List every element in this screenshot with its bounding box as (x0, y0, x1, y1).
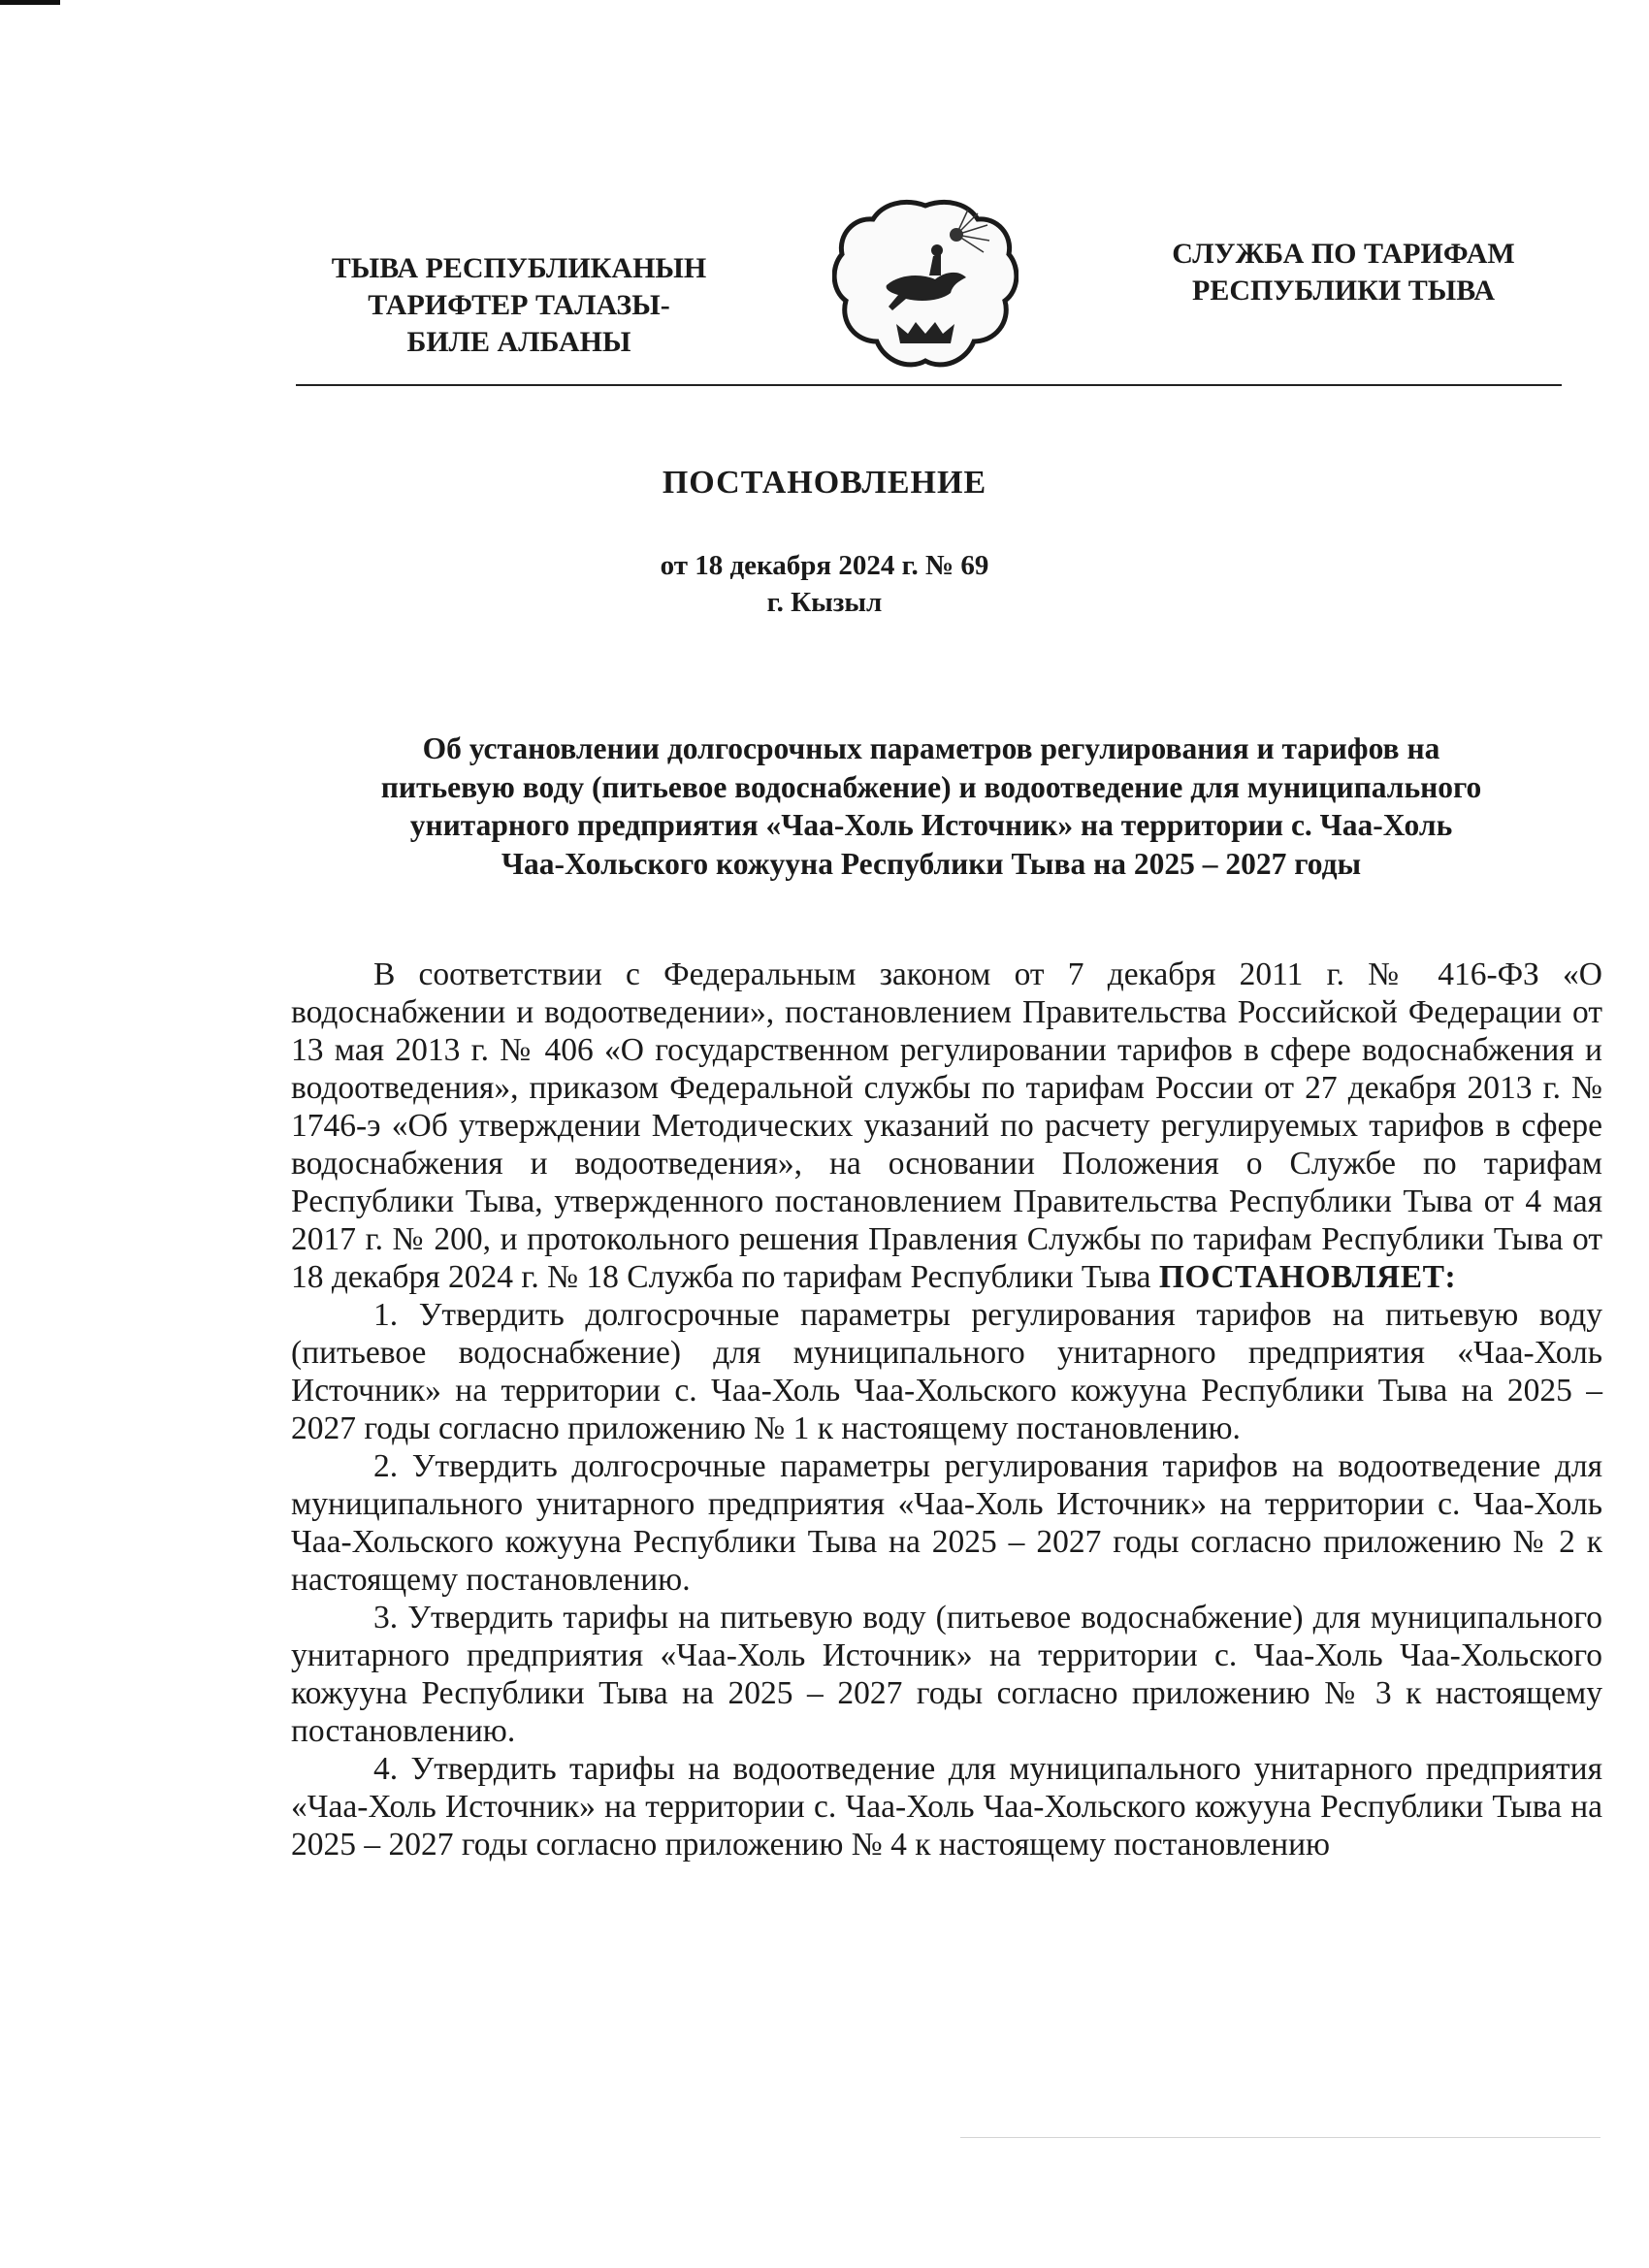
org-name-russian-line-1: СЛУЖБА ПО ТАРИФАМ (1172, 238, 1515, 270)
item-2-paragraph: 2. Утвердить долгосрочные параметры регулирования тарифов на водоотведение для муниципального унитарного предприятия «Чаа-Холь Источник» на территории с. Чаа-Холь Чаа-Хольского кожууна Республики Тыва на 2025 – 2027 годы согласно приложению № 2 к настоящему постановлению. (291, 1448, 1602, 1598)
preamble-text: В соответствии с Федеральным законом от 7 декабря 2011 г. № 416-ФЗ «О водоснабжении и водоотведении», постановлением Правительства Российской Федерации от 13 мая 2013 г. № 406 «О государственном регулировании тарифов в сфере водоснабжения и водоотведения», приказом Федеральной службы по тарифам России от 27 декабря 2013 г. № 1746-э «Об утверждении Методических указаний по расчету регулируемых тарифов в сфере водоснабжения и водоотведения», на основании Положения о Службе по тарифам Республики Тыва, утвержденного постановлением Правительства Республики Тыва от 4 мая 2017 г. № 200, и протокольного решения Правления Службы по тарифам Республики Тыва от 18 декабря 2024 г. № 18 Служба по тарифам Республики Тыва (291, 956, 1602, 1295)
subject-line-4: Чаа-Хольского кожууна Республики Тыва на 2025 – 2027 годы (501, 846, 1362, 881)
preamble-paragraph (291, 956, 1602, 1296)
subject-line-2: питьевую воду (питьевое водоснабжение) и водоотведение для муниципального (380, 769, 1482, 804)
footer-faint-line (960, 2137, 1600, 2138)
item-1-paragraph: 1. Утвердить долгосрочные параметры регулирования тарифов на питьевую воду (питьевое водоснабжение) для муниципального унитарного предприятия «Чаа-Холь Источник» на территории с. Чаа-Холь Чаа-Хольского кожууна Республики Тыва на 2025 – 2027 годы согласно приложению № 1 к настоящему постановлению. (291, 1297, 1602, 1446)
document-subject (272, 729, 1591, 883)
header-divider (296, 384, 1562, 386)
org-name-tuvan-line-2: ТАРИФТЕР ТАЛАЗЫ- (368, 289, 670, 321)
org-name-tuvan (291, 250, 747, 361)
document-place: г. Кызыл (766, 587, 883, 618)
org-name-tuvan-line-1: ТЫВА РЕСПУБЛИКАНЫН (331, 252, 707, 284)
scan-corner-mark (0, 0, 60, 5)
resolves-keyword: ПОСТАНОВЛЯЕТ: (1158, 1259, 1457, 1295)
org-name-tuvan-line-3: БИЛЕ АЛБАНЫ (406, 326, 631, 358)
org-name-russian-line-2: РЕСПУБЛИКИ ТЫВА (1192, 275, 1495, 307)
document-date: от 18 декабря 2024 г. № 69 (660, 550, 989, 581)
item-3-paragraph: 3. Утвердить тарифы на питьевую воду (питьевое водоснабжение) для муниципального унитарного предприятия «Чаа-Холь Источник» на территории с. Чаа-Холь Чаа-Хольского кожууна Республики Тыва на 2025 – 2027 годы согласно приложению № 3 к настоящему постановлению. (291, 1600, 1602, 1749)
subject-line-3: унитарного предприятия «Чаа-Холь Источник» на территории с. Чаа-Холь (409, 808, 1453, 842)
document-title: ПОСТАНОВЛЕНИЕ (662, 465, 987, 501)
tuva-coat-of-arms-icon (832, 192, 1018, 376)
item-4-paragraph: 4. Утвердить тарифы на водоотведение для муниципального унитарного предприятия «Чаа-Холь Источник» на территории с. Чаа-Холь Чаа-Хольского кожууна Республики Тыва на 2025 – 2027 годы согласно приложению № 4 к настоящему постановлению (291, 1751, 1602, 1863)
org-name-russian (1116, 236, 1571, 309)
subject-line-1: Об установлении долгосрочных параметров регулирования и тарифов на (422, 731, 1440, 765)
document-date-block (0, 547, 1649, 621)
document-body (291, 956, 1602, 1863)
